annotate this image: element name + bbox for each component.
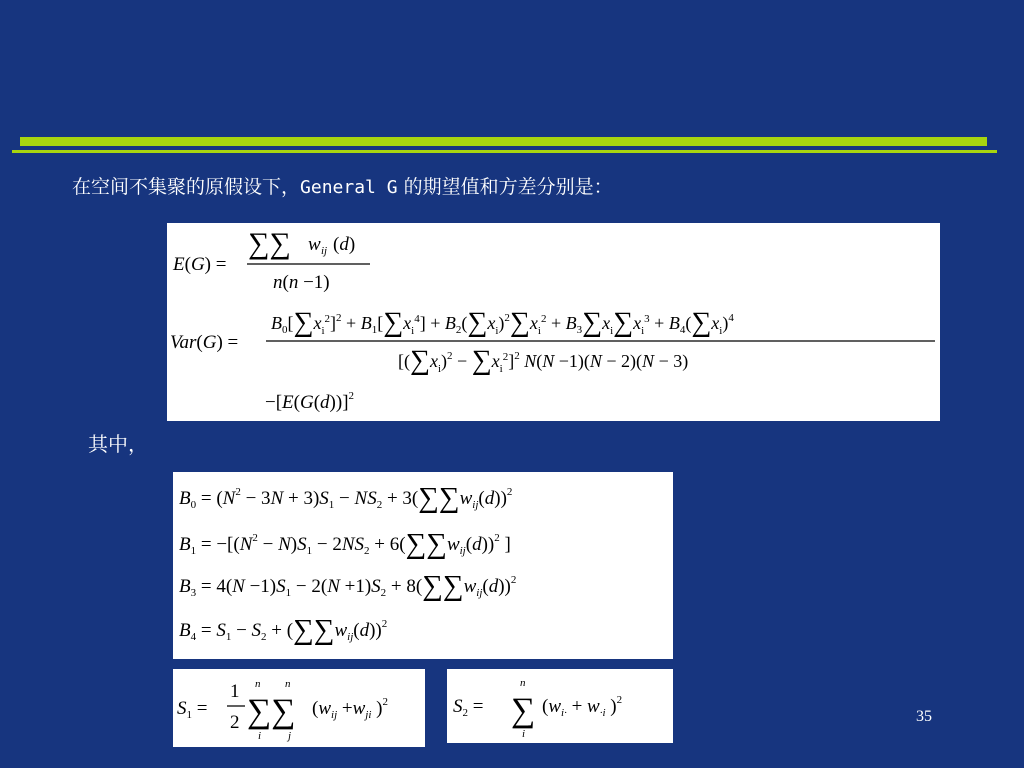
svg-text:[(∑xi)2 − ∑xi2]2 N(N −1)(N − 2: $[(\sum x_i)^2 - \sum x_i^2]^2$ N(N −1)(N − 2)(N − 3) [398,345,689,376]
formula-variance [170,307,935,413]
svg-text:∑∑: ∑∑ [248,227,291,260]
svg-text:S2 =: $S_2$ = [453,696,484,719]
svg-text:1: 1 [230,681,240,702]
svg-text:n: n [520,677,526,689]
svg-text:n: n [255,678,261,690]
svg-text:n: n [285,678,291,690]
formula-b4: $B_4 = S_1 - S_2 + (\sum\sum w_{ij}(d))^2$ [179,614,388,646]
intro-suffix: 的期望值和方差分别是： [397,176,613,198]
svg-text:w: w [308,234,321,255]
formula-expectation-variance [167,223,940,421]
formula-b3: $B_3 = 4(N -1)S_1 - 2(N +1)S_2 + 8(\sum\sum w_{ij}(d))^2$ [179,570,517,602]
svg-text:i: i [258,730,262,742]
intro-prefix: 在空间不集聚的原假设下， [72,176,301,198]
svg-text:j: j [288,730,292,742]
svg-text:i: i [522,728,526,740]
formula-b0: $B_0 = (N^2 - 3N + 3)S_1 - NS_2 + 3(\sum\sum w_{ij}(d))^2$ [179,482,513,514]
formula-expectation [172,227,370,293]
intro-code: General G [300,177,398,198]
svg-text:S1 =: $S_1$ = [177,698,208,721]
svg-text:(wi· + w·i )2: ($w_{i\cdot} + w_{\cdot i}$ )$^2$ [542,694,623,719]
intro-text [72,172,613,199]
where-label: 其中， [88,432,148,456]
svg-text:∑∑: ∑∑ [247,693,296,730]
formula-s2 [447,669,673,743]
formula-box-s2 [447,669,673,743]
svg-text:B0[∑xi2]2 + B1[∑xi4] + B2(∑xi): $B_0[\sum x_i^2]^2 + B_1[\sum x_i^4] + B_2(\sum x_i)^2\sum x_i^2 + B_3\sum x_i\sum x_i^3 + B_4(\sum x_i)^4$ [271,307,734,338]
accent-bar-thin [12,150,997,153]
svg-text:(d): (d) [333,234,356,255]
page-number: 35 [916,708,932,725]
svg-text:−[E(G(d))]2: $-[E(G(d))]^2$ [265,390,355,413]
svg-text:2: 2 [230,712,240,733]
svg-text:∑: ∑ [511,692,536,729]
svg-text:(wij +wji )2: ($w_{ij} +w_{ji}$ )$^2$ [312,696,388,721]
formula-box-main [167,223,940,421]
formula-box-coefficients [173,472,673,659]
formula-box-s1 [173,669,425,747]
formula-b1: $B_1 = -[(N^2 - N)S_1 - 2NS_2 + 6(\sum\sum w_{ij}(d))^2$ ] [179,528,511,560]
svg-text:E(G) =: E(G) = [173,254,227,275]
formula-coefficients [173,472,673,659]
svg-text:n(n −1): n(n −1) [273,272,330,293]
svg-text:Var(G) =: Var(G) = [170,332,239,353]
formula-s1 [173,669,425,747]
accent-bar-thick [20,137,987,146]
svg-text:ij: ij [321,245,328,257]
